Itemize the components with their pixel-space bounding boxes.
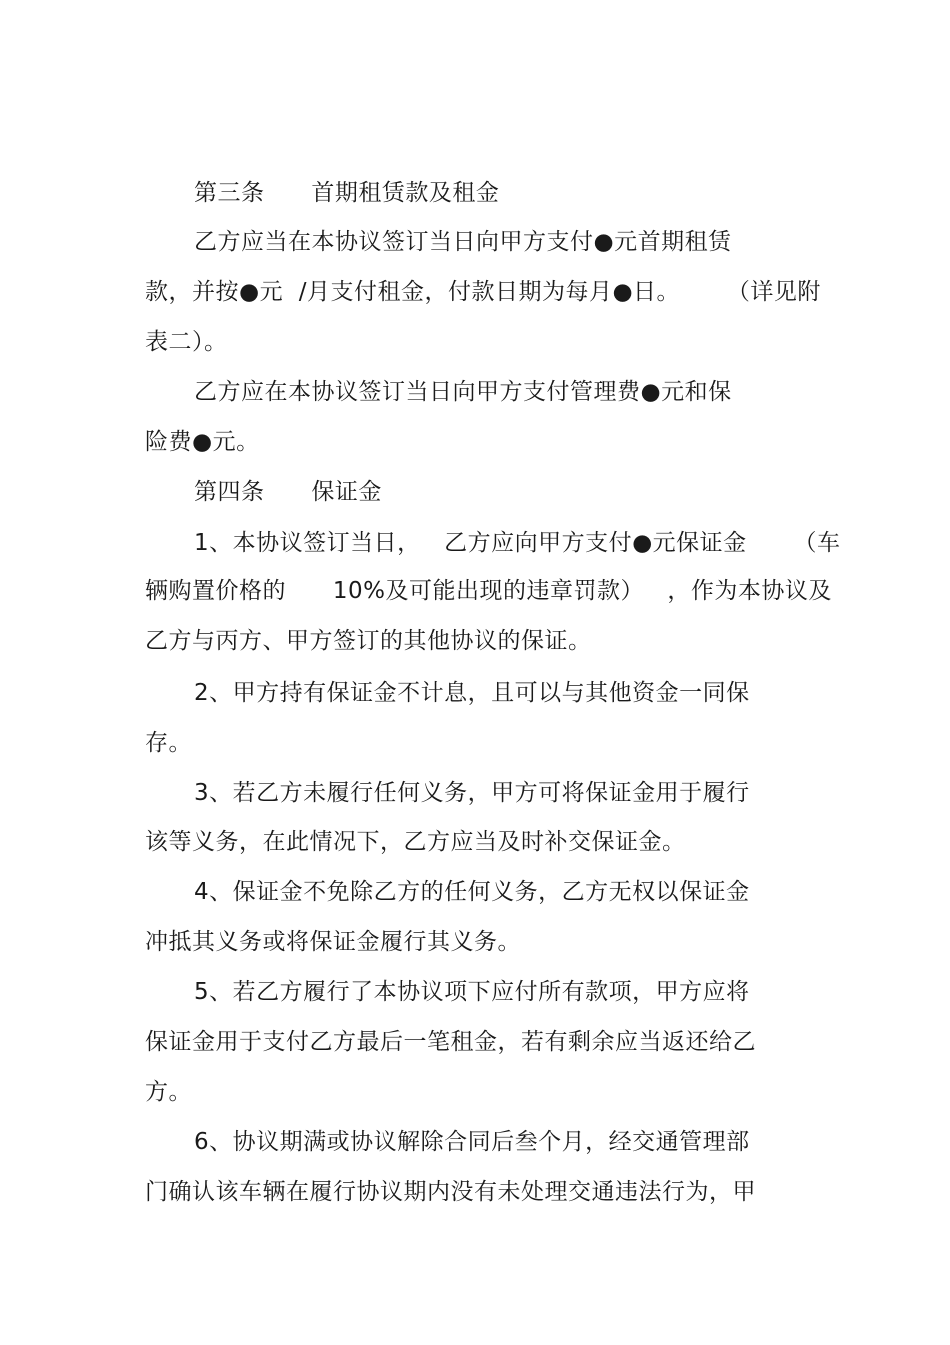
article-4-item-3-line-1: 3、若乙方未履行任何义务，甲方可将保证金用于履行 [194, 780, 750, 806]
article-4-item-4-line-2: 冲抵其义务或将保证金履行其义务。 [145, 929, 521, 955]
article-4-item-2-line-2: 存。 [145, 730, 192, 756]
article-4-heading: 第四条 保证金 [194, 479, 382, 505]
article-4-item-1-line-3: 乙方与丙方、甲方签订的其他协议的保证。 [145, 628, 592, 654]
article-4-item-6-line-1: 6、协议期满或协议解除合同后叁个月，经交通管理部 [194, 1129, 750, 1155]
article-4-item-2-line-1: 2、甲方持有保证金不计息，且可以与其他资金一同保 [194, 680, 750, 706]
article-4-item-4-line-1: 4、保证金不免除乙方的任何义务，乙方无权以保证金 [194, 879, 750, 905]
article-4-item-5-line-3: 方。 [145, 1079, 192, 1105]
article-3-para-2-line-1: 乙方应在本协议签订当日向甲方支付管理费●元和保 [194, 379, 732, 405]
article-3-para-1-line-3: 表二）。 [145, 329, 228, 355]
article-4-item-6-line-2: 门确认该车辆在履行协议期内没有未处理交通违法行为，甲 [145, 1179, 756, 1205]
article-3-heading: 第三条 首期租赁款及租金 [194, 180, 500, 206]
article-3-para-2-line-2: 险费●元。 [145, 429, 260, 455]
article-4-item-3-line-2: 该等义务，在此情况下，乙方应当及时补交保证金。 [145, 829, 686, 855]
article-4-item-1-line-2: 辆购置价格的 10%及可能出现的违章罚款） ，作为本协议及 [145, 578, 832, 604]
article-4-item-1-line-1: 1、本协议签订当日， 乙方应向甲方支付●元保证金 （车 [194, 530, 841, 556]
article-4-item-5-line-2: 保证金用于支付乙方最后一笔租金，若有剩余应当返还给乙 [145, 1029, 756, 1055]
article-4-item-5-line-1: 5、若乙方履行了本协议项下应付所有款项，甲方应将 [194, 979, 750, 1005]
article-3-para-1-line-1: 乙方应当在本协议签订当日向甲方支付●元首期租赁 [194, 229, 732, 255]
article-3-para-1-line-2: 款，并按●元 /月支付租金，付款日期为每月●日。 （详见附 [145, 279, 821, 305]
